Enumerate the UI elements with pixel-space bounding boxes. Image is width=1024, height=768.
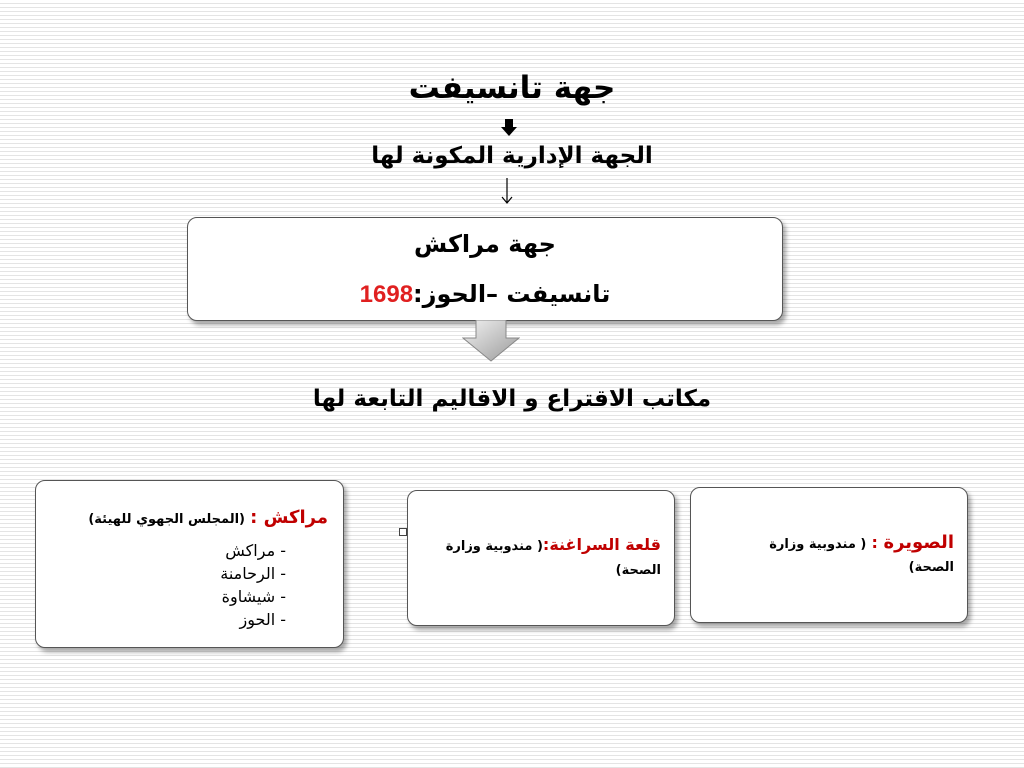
- region-box-line-text: تانسيفت –الحوز:: [413, 280, 611, 308]
- card-essaouira-note-2: الصحة): [908, 560, 954, 575]
- card-essaouira-note: ( مندوبية وزارة: [769, 537, 867, 552]
- subtitle: الجهة الإدارية المكونة لها: [371, 143, 653, 169]
- card-kelaa-note: ( مندوبية وزارة: [445, 539, 543, 554]
- card-essaouira-name: الصويرة: [883, 532, 954, 553]
- thin-arrow-icon: [500, 176, 514, 206]
- card-marrakech-name: مراكش: [263, 507, 328, 528]
- card-kelaa-note-2: الصحة): [615, 563, 661, 578]
- arrow-down-icon: [499, 118, 519, 138]
- chevron-down-icon: [462, 320, 520, 362]
- card-kelaa-colon: :: [542, 535, 550, 554]
- section-heading: مكاتب الاقتراع و الاقاليم التابعة لها: [312, 386, 712, 412]
- list-item: - شيشاوة: [221, 587, 286, 606]
- region-box-title: جهة مراكش: [414, 230, 556, 258]
- bullet-square: [399, 528, 407, 536]
- page-title: جهة تانسيفت: [408, 70, 616, 106]
- card-marrakech: [35, 480, 344, 648]
- region-box-line: [187, 280, 783, 309]
- card-marrakech-colon: :: [250, 507, 264, 528]
- list-item: - الرحامنة: [220, 564, 286, 583]
- card-marrakech-note: (المجلس الجهوي للهيئة): [88, 512, 245, 527]
- list-item: - مراكش: [225, 541, 286, 560]
- region-box-number: 1698: [359, 281, 414, 308]
- card-essaouira: [690, 487, 968, 623]
- list-item: - الحوز: [239, 610, 286, 629]
- card-kelaa-name: قلعة السراغنة: [549, 535, 661, 554]
- card-kelaa: [407, 490, 675, 626]
- card-essaouira-colon: :: [871, 533, 884, 552]
